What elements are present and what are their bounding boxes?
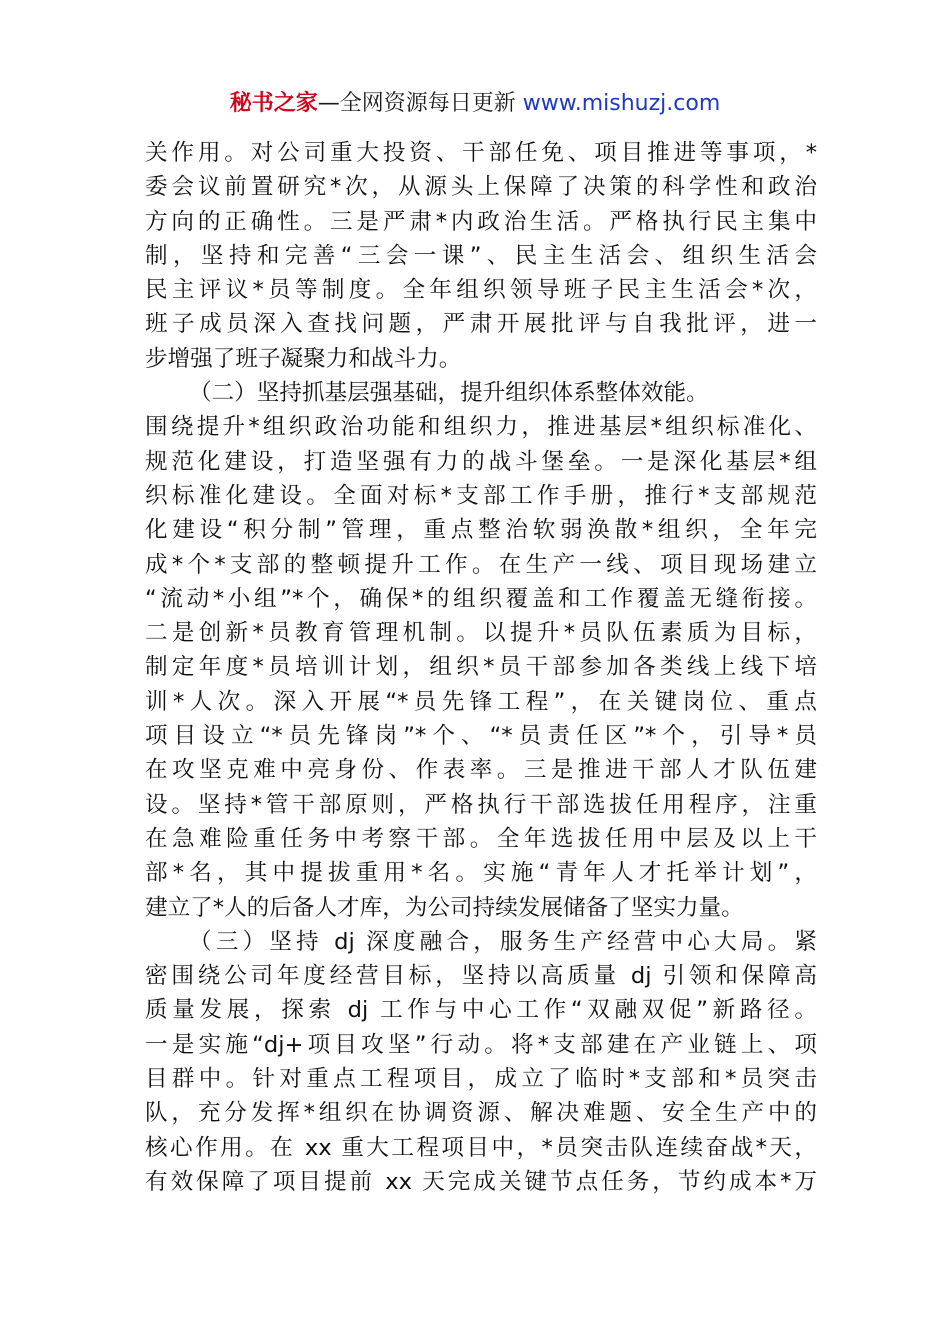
- body-line: 委会议前置研究*次，从源头上保障了决策的科学性和政治: [145, 174, 817, 201]
- body-line: 队，充分发挥*组织在协调资源、解决难题、安全生产中的: [145, 1100, 817, 1127]
- body-line: 围绕提升*组织政治功能和组织力，推进基层*组织标准化、: [145, 414, 817, 441]
- body-line: 训*人次。深入开展“*员先锋工程”，在关键岗位、重点: [145, 688, 817, 715]
- section-heading: （二）坚持抓基层强基础，提升组织体系整体效能。: [189, 380, 709, 407]
- body-line: 规范化建设，打造坚强有力的战斗堡垒。一是深化基层*组: [145, 448, 817, 475]
- body-line: 民主评议*员等制度。全年组织领导班子民主生活会*次，: [145, 277, 817, 304]
- body-line: 关作用。对公司重大投资、干部任免、项目推进等事项，*: [145, 140, 817, 166]
- brand-name: 秘书之家: [229, 91, 318, 116]
- body-line: 密围绕公司年度经营目标，坚持以高质量 dj 引领和保障高: [145, 963, 817, 990]
- body-line: 方向的正确性。三是严肃*内政治生活。严格执行民主集中: [145, 208, 817, 235]
- body-line: 核心作用。在 xx 重大工程项目中，*员突击队连续奋战*天，: [145, 1134, 817, 1161]
- body-line: 二是创新*员教育管理机制。以提升*员队伍素质为目标，: [145, 620, 817, 647]
- body-line: 部*名，其中提拔重用*名。实施“青年人才托举计划”，: [145, 860, 817, 887]
- body-line: 织标准化建设。全面对标*支部工作手册，推行*支部规范: [145, 482, 817, 509]
- body-line: 制定年度*员培训计划，组织*员干部参加各类线上线下培: [145, 654, 817, 681]
- body-line: 制，坚持和完善“三会一课”、民主生活会、组织生活会: [145, 242, 817, 269]
- body-line: 步增强了班子凝聚力和战斗力。: [145, 345, 462, 372]
- section-heading: （三）坚持 dj 深度融合，服务生产经营中心大局。紧: [189, 928, 817, 955]
- body-line: 建立了*人的后备人才库，为公司持续发展储备了坚实力量。: [145, 894, 744, 921]
- body-line: 有效保障了项目提前 xx 天完成关键节点任务，节约成本*万: [145, 1168, 817, 1195]
- body-line: 质量发展，探索 dj 工作与中心工作“双融双促”新路径。: [145, 997, 817, 1024]
- header-tagline: 全网资源每日更新: [339, 91, 516, 116]
- body-line: 班子成员深入查找问题，严肃开展批评与自我批评，进一: [145, 311, 817, 338]
- body-line: 在攻坚克难中亮身份、作表率。三是推进干部人才队伍建: [145, 757, 817, 784]
- body-line: 成*个*支部的整顿提升工作。在生产一线、项目现场建立: [145, 551, 817, 578]
- site-url-link[interactable]: www.mishuzj.com: [522, 91, 721, 116]
- body-line: 设。坚持*管干部原则，严格执行干部选拔任用程序，注重: [145, 791, 817, 818]
- header-dash: —: [317, 91, 340, 116]
- body-line: 一是实施“dj+项目攻坚”行动。将*支部建在产业链上、项: [145, 1031, 817, 1058]
- body-line: 在急难险重任务中考察干部。全年选拔任用中层及以上干: [145, 825, 817, 852]
- document-body: [145, 136, 817, 1199]
- body-line: 化建设“积分制”管理，重点整治软弱涣散*组织，全年完: [145, 517, 817, 544]
- body-line: 项目设立“*员先锋岗”*个、“*员责任区”*个，引导*员: [145, 723, 817, 750]
- body-line: “流动*小组”*个，确保*的组织覆盖和工作覆盖无缝衔接。: [145, 585, 817, 612]
- site-header: [0, 88, 950, 120]
- body-line: 目群中。针对重点工程项目，成立了临时*支部和*员突击: [145, 1066, 817, 1093]
